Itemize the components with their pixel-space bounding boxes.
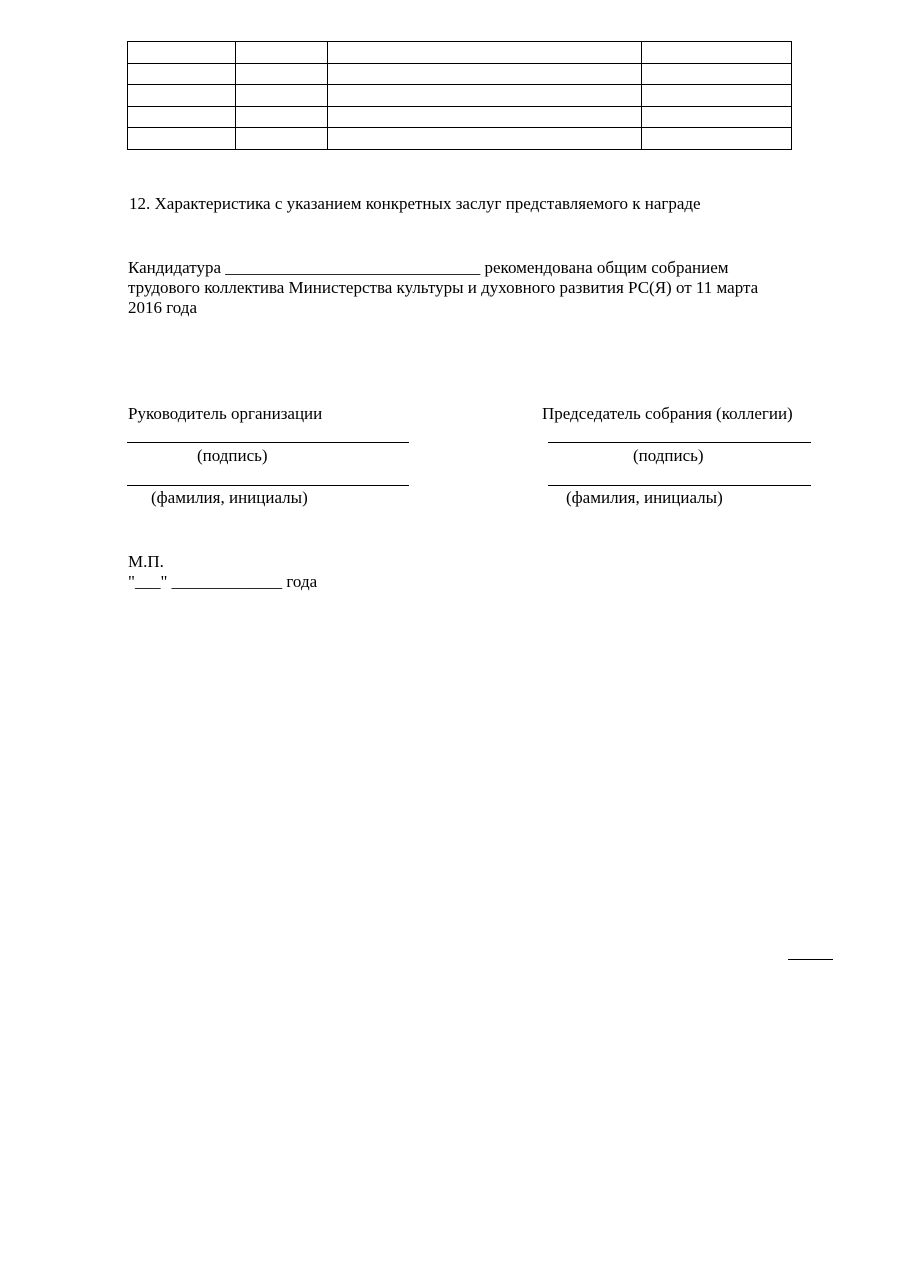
table-row (128, 42, 792, 64)
table-cell (642, 63, 792, 85)
section-12-heading: 12. Характеристика с указанием конкретных заслуг представляемого к награде (129, 194, 701, 213)
table-row (128, 106, 792, 128)
chair-name-caption: (фамилия, инициалы) (566, 488, 723, 507)
table-cell (642, 106, 792, 128)
org-head-name-line (127, 485, 409, 486)
table-cell (236, 63, 328, 85)
table-cell (642, 85, 792, 107)
candidacy-line-1: Кандидатура ______________________________ рекомендована общим собранием (128, 258, 729, 277)
org-head-name-caption: (фамилия, инициалы) (151, 488, 308, 507)
table-cell (328, 85, 642, 107)
table-row (128, 85, 792, 107)
table-cell (128, 106, 236, 128)
candidacy-line-2: трудового коллектива Министерства культуры и духовного развития РС(Я) от 11 марта (128, 278, 759, 297)
date-line: "___" _____________ года (128, 572, 318, 591)
chair-name-line (548, 485, 811, 486)
table-cell (128, 85, 236, 107)
table-cell (642, 128, 792, 150)
table-cell (328, 106, 642, 128)
table-cell (128, 42, 236, 64)
table-cell (328, 128, 642, 150)
table-cell (328, 63, 642, 85)
table-cell (236, 106, 328, 128)
table-cell (236, 128, 328, 150)
table-row (128, 128, 792, 150)
awards-table (127, 41, 792, 150)
table-cell (128, 63, 236, 85)
table-cell (128, 128, 236, 150)
stamp-mark: М.П. (128, 552, 164, 571)
table-row (128, 63, 792, 85)
org-head-title: Руководитель организации (128, 404, 323, 423)
chair-signature-line (548, 442, 811, 443)
org-head-signature-caption: (подпись) (197, 446, 268, 465)
chair-title: Председатель собрания (коллегии) (542, 404, 793, 423)
table-cell (236, 42, 328, 64)
table-cell (642, 42, 792, 64)
org-head-signature-line (127, 442, 409, 443)
footnote-separator (788, 959, 833, 960)
candidacy-line-3: 2016 года (128, 298, 198, 317)
table-cell (328, 42, 642, 64)
chair-signature-caption: (подпись) (633, 446, 704, 465)
table-cell (236, 85, 328, 107)
